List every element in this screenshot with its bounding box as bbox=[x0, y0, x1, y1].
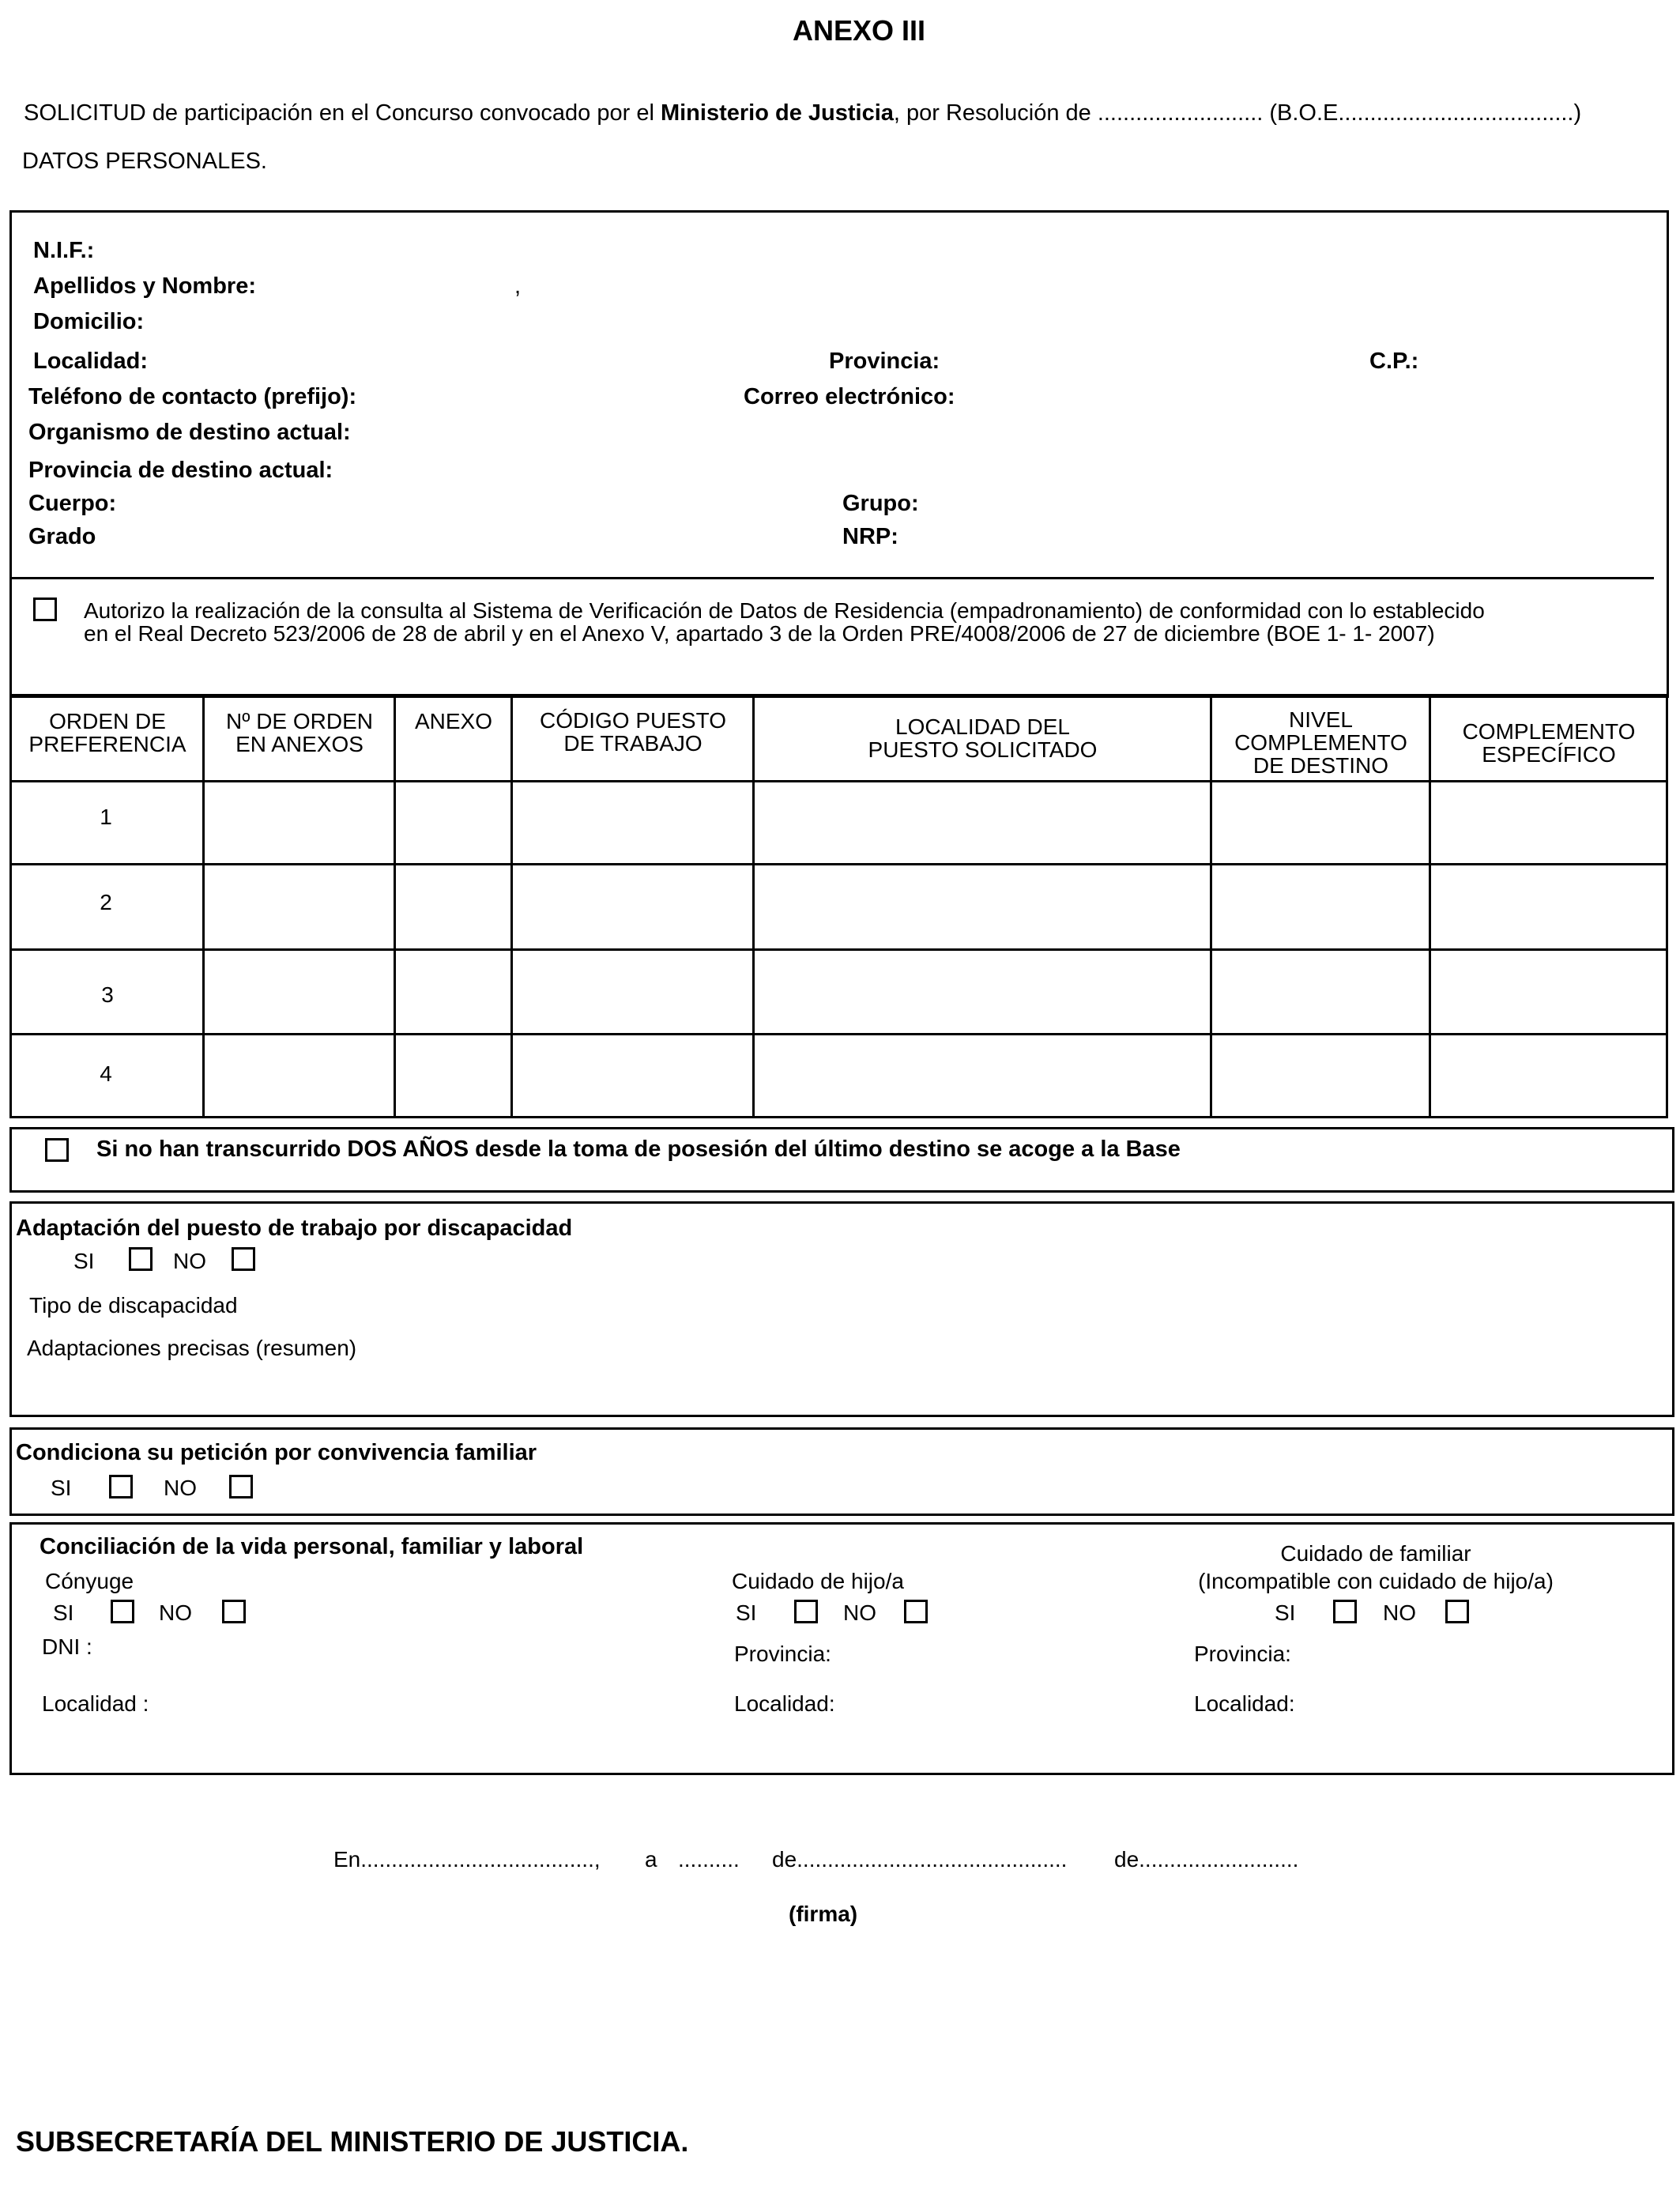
autorizo-text-line2: en el Real Decreto 523/2006 de 28 de abril y en el Anexo V, apartado 3 de la Orden PRE/4008/2006 de 27 de diciembre (BOE 1- 1- 2007) bbox=[84, 621, 1435, 646]
apellidos-comma: , bbox=[514, 273, 522, 299]
table-row-line-3 bbox=[9, 1033, 1668, 1035]
adaptacion-si-checkbox[interactable] bbox=[129, 1247, 153, 1271]
header-anexo-line1: ANEXO bbox=[414, 709, 493, 733]
organismo-label: Organismo de destino actual: bbox=[28, 420, 351, 445]
header-localidad-line1: LOCALIDAD DEL bbox=[895, 714, 1070, 739]
nif-label: N.I.F.: bbox=[33, 238, 95, 263]
autorizo-text-line1: Autorizo la realización de la consulta al Sistema de Verificación de Datos de Residencia (empadronamiento) de conformidad con lo establecido bbox=[84, 598, 1485, 623]
header-complemento bbox=[1430, 720, 1667, 766]
nrp-label: NRP: bbox=[842, 524, 898, 549]
header-codigo-line2: DE TRABAJO bbox=[563, 731, 703, 756]
header-nivel-line2: COMPLEMENTO bbox=[1234, 730, 1407, 755]
row-number-2: 2 bbox=[100, 890, 112, 914]
header-complemento-line2: ESPECÍFICO bbox=[1482, 742, 1616, 767]
hijo-no-label: NO bbox=[843, 1600, 876, 1625]
row-number-1: 1 bbox=[100, 805, 112, 829]
provincia-destino-label: Provincia de destino actual: bbox=[28, 458, 333, 483]
header-localidad-line2: PUESTO SOLICITADO bbox=[868, 737, 1098, 762]
conyuge-localidad-label: Localidad : bbox=[42, 1691, 149, 1716]
header-nivel bbox=[1211, 708, 1430, 777]
footer-subsecretaria: SUBSECRETARÍA DEL MINISTERIO DE JUSTICIA. bbox=[16, 2125, 689, 2158]
hijo-si-checkbox[interactable] bbox=[794, 1600, 818, 1623]
dni-label: DNI : bbox=[42, 1634, 92, 1659]
conyuge-si-label: SI bbox=[53, 1600, 74, 1625]
table-bottom-border bbox=[9, 1116, 1668, 1118]
convivencia-si-checkbox[interactable] bbox=[109, 1475, 133, 1498]
firma-ano: de.......................... bbox=[1114, 1847, 1299, 1872]
solicitud-prefix: SOLICITUD de participación en el Concurso convocado por el bbox=[24, 100, 661, 126]
hijo-si-label: SI bbox=[736, 1600, 757, 1625]
firma-a: a bbox=[645, 1847, 657, 1872]
familiar-si-checkbox[interactable] bbox=[1333, 1600, 1357, 1623]
convivencia-si-label: SI bbox=[51, 1476, 72, 1500]
header-num-orden bbox=[204, 710, 395, 756]
dos-anos-text: Si no han transcurrido DOS AÑOS desde la toma de posesión del último destino se acoge a la Base bbox=[96, 1137, 1181, 1162]
header-localidad bbox=[754, 715, 1211, 761]
grado-label: Grado bbox=[28, 524, 96, 549]
conyuge-label: Cónyuge bbox=[45, 1569, 134, 1593]
hijo-no-checkbox[interactable] bbox=[904, 1600, 928, 1623]
table-col-line-0 bbox=[9, 694, 12, 1118]
apellidos-label: Apellidos y Nombre: bbox=[33, 273, 256, 299]
table-col-line-2 bbox=[394, 694, 396, 1118]
dos-anos-checkbox[interactable] bbox=[45, 1138, 69, 1162]
solicitud-line bbox=[24, 100, 1581, 126]
table-row-line-1 bbox=[9, 863, 1668, 865]
personal-divider bbox=[9, 577, 1654, 579]
adaptacion-title: Adaptación del puesto de trabajo por discapacidad bbox=[16, 1216, 573, 1241]
header-nivel-line3: DE DESTINO bbox=[1252, 753, 1389, 778]
table-row-line-2 bbox=[9, 948, 1668, 951]
familiar-no-checkbox[interactable] bbox=[1445, 1600, 1469, 1623]
domicilio-label: Domicilio: bbox=[33, 309, 145, 334]
conyuge-no-checkbox[interactable] bbox=[222, 1600, 246, 1623]
correo-label: Correo electrónico: bbox=[744, 384, 955, 409]
convivencia-no-label: NO bbox=[164, 1476, 197, 1500]
datos-personales-heading: DATOS PERSONALES. bbox=[22, 149, 267, 174]
autorizo-checkbox[interactable] bbox=[33, 598, 57, 621]
header-orden-line2: PREFERENCIA bbox=[28, 732, 186, 756]
adaptacion-no-checkbox[interactable] bbox=[232, 1247, 255, 1271]
conyuge-si-checkbox[interactable] bbox=[111, 1600, 134, 1623]
localidad-label: Localidad: bbox=[33, 349, 149, 374]
firma-lugar: En......................................, bbox=[333, 1847, 601, 1872]
ministry-name: Ministerio de Justicia bbox=[660, 100, 894, 126]
header-anexo bbox=[395, 710, 512, 733]
hijo-label: Cuidado de hijo/a bbox=[732, 1569, 904, 1593]
header-complemento-line1: COMPLEMENTO bbox=[1462, 719, 1636, 744]
header-orden bbox=[11, 710, 204, 756]
familiar-no-label: NO bbox=[1383, 1600, 1416, 1625]
familiar-provincia-label: Provincia: bbox=[1194, 1642, 1291, 1666]
table-header-bottom bbox=[9, 780, 1668, 782]
telefono-label: Teléfono de contacto (prefijo): bbox=[28, 384, 357, 409]
firma-dia: .......... bbox=[678, 1847, 740, 1872]
hijo-localidad-label: Localidad: bbox=[734, 1691, 835, 1716]
conciliacion-title: Conciliación de la vida personal, familiar y laboral bbox=[40, 1534, 584, 1559]
row-number-4: 4 bbox=[100, 1061, 112, 1086]
tipo-discapacidad-label: Tipo de discapacidad bbox=[29, 1293, 238, 1318]
adaptacion-no-label: NO bbox=[173, 1249, 206, 1273]
table-col-line-1 bbox=[202, 694, 205, 1118]
grupo-label: Grupo: bbox=[842, 491, 919, 516]
header-nivel-line1: NIVEL bbox=[1289, 707, 1353, 732]
firma-label: (firma) bbox=[789, 1902, 858, 1926]
page-title: ANEXO III bbox=[792, 14, 926, 47]
familiar-label-line2: (Incompatible con cuidado de hijo/a) bbox=[1198, 1569, 1554, 1593]
adaptaciones-label: Adaptaciones precisas (resumen) bbox=[27, 1336, 357, 1360]
familiar-localidad-label: Localidad: bbox=[1194, 1691, 1295, 1716]
familiar-si-label: SI bbox=[1275, 1600, 1296, 1625]
header-codigo bbox=[512, 709, 754, 755]
solicitud-suffix: , por Resolución de .......................... (B.O.E.....................................) bbox=[893, 100, 1582, 126]
cuerpo-label: Cuerpo: bbox=[28, 491, 117, 516]
conyuge-no-label: NO bbox=[159, 1600, 192, 1625]
familiar-label-line1: Cuidado de familiar bbox=[1280, 1541, 1471, 1566]
header-orden-line1: ORDEN DE bbox=[49, 709, 166, 733]
convivencia-no-checkbox[interactable] bbox=[229, 1475, 253, 1498]
header-codigo-line1: CÓDIGO PUESTO bbox=[540, 708, 726, 733]
cp-label: C.P.: bbox=[1369, 349, 1419, 374]
adaptacion-si-label: SI bbox=[73, 1249, 95, 1273]
hijo-provincia-label: Provincia: bbox=[734, 1642, 831, 1666]
provincia-label: Provincia: bbox=[829, 349, 940, 374]
table-col-line-3 bbox=[510, 694, 513, 1118]
header-num-orden-line1: Nº DE ORDEN bbox=[225, 709, 374, 733]
table-top-border bbox=[9, 694, 1668, 696]
header-num-orden-line2: EN ANEXOS bbox=[235, 732, 363, 756]
convivencia-title: Condiciona su petición por convivencia familiar bbox=[16, 1440, 537, 1465]
row-number-3: 3 bbox=[101, 982, 114, 1007]
firma-mes: de............................................ bbox=[772, 1847, 1068, 1872]
